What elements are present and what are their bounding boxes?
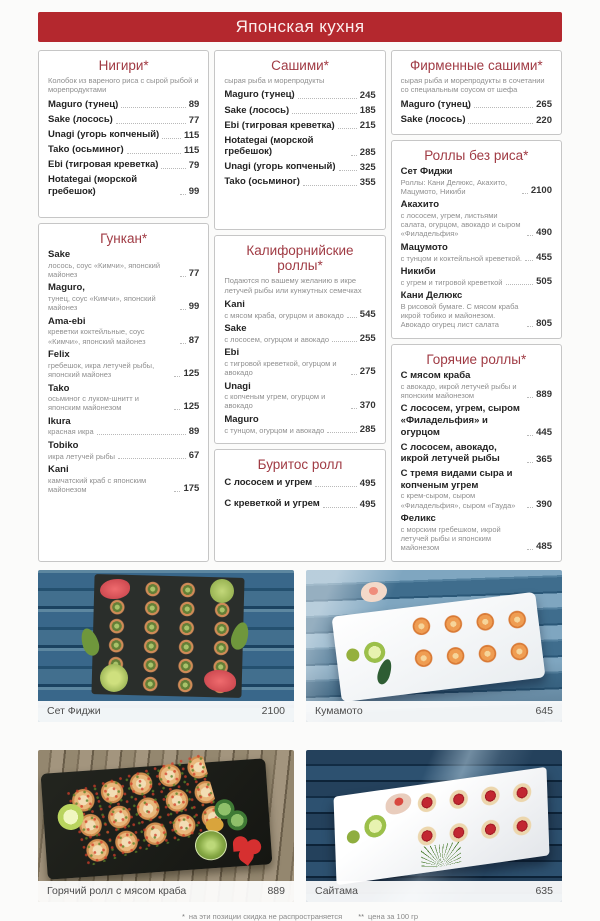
menu-item-name: Tako (осьминог)	[48, 144, 124, 156]
dotted-leader	[180, 276, 186, 277]
menu-item-text	[48, 440, 115, 461]
menu-item	[48, 464, 199, 494]
photo-dish-price: 645	[535, 705, 553, 718]
menu-item-price: 99	[188, 186, 200, 198]
dotted-leader	[180, 194, 186, 195]
menu-column-1	[38, 50, 209, 562]
menu-item-name: Tobiko	[48, 440, 79, 452]
menu-item-name: Сет Фиджи	[400, 166, 453, 178]
section-hot-rolls	[391, 344, 562, 562]
menu-item-price: 215	[359, 120, 376, 132]
photo-dish-name: Горячий ролл с мясом краба	[47, 885, 187, 898]
menu-item	[401, 266, 552, 287]
menu-item-price: 185	[359, 105, 376, 117]
menu-item-price: 495	[359, 498, 376, 510]
photo-dish-price: 2100	[261, 705, 285, 718]
menu-item	[401, 114, 552, 126]
menu-item-text	[401, 403, 524, 438]
dotted-leader	[468, 123, 533, 124]
menu-item-text	[48, 383, 171, 413]
menu-item	[401, 370, 552, 400]
menu-item	[401, 442, 552, 465]
menu-columns	[38, 50, 562, 562]
menu-item-price: 445	[536, 427, 552, 439]
menu-item-price: 79	[188, 159, 200, 171]
menu-item-text	[224, 120, 334, 132]
menu-item-name: Ama-ebi	[48, 315, 86, 327]
menu-item-text	[48, 99, 118, 111]
menu-item-name: Sake	[48, 249, 71, 261]
menu-item-name: Maguro (тунец)	[400, 98, 471, 110]
dotted-leader	[121, 107, 185, 108]
menu-item-text	[224, 299, 343, 320]
menu-item	[401, 403, 552, 438]
menu-item	[224, 176, 375, 188]
menu-item-text	[224, 176, 300, 188]
dotted-leader	[527, 326, 533, 327]
menu-item-name: Sake (лосось)	[400, 113, 466, 125]
menu-item	[224, 323, 375, 344]
menu-item-price: 115	[184, 144, 200, 156]
lime-garnish	[363, 640, 386, 663]
dotted-leader	[174, 376, 180, 377]
photo-set-fiji	[38, 570, 294, 722]
menu-item-price: 87	[188, 334, 200, 346]
ginger-garnish	[385, 792, 411, 816]
menu-item	[48, 440, 199, 461]
section-no-rice-rolls	[391, 140, 562, 339]
section-california-rolls	[214, 235, 385, 444]
menu-item-price: 99	[188, 301, 200, 313]
menu-item-desc: красная икра	[48, 427, 94, 437]
section-subtitle: сырая рыба и морепродукты в сочетании со специальным соусом от шефа	[400, 76, 545, 95]
menu-item-text	[224, 381, 347, 411]
dotted-leader	[527, 507, 533, 508]
menu-item-text	[401, 114, 466, 126]
menu-item-text	[224, 161, 335, 173]
footnote-mark: *	[181, 911, 185, 921]
menu-item-name: Феликс	[400, 513, 436, 525]
section-title: Роллы без риса*	[424, 148, 529, 164]
dotted-leader	[303, 185, 357, 186]
footnote-discount	[182, 912, 342, 921]
menu-item	[48, 316, 199, 346]
photo-caption	[306, 881, 562, 902]
menu-item-price: 805	[536, 318, 552, 330]
menu-item-price: 390	[536, 498, 552, 510]
dotted-leader	[323, 507, 357, 508]
photo-dish-price: 635	[535, 885, 553, 898]
ginger-garnish	[100, 579, 130, 599]
menu-item-text	[401, 468, 524, 509]
menu-item-text	[401, 370, 524, 400]
menu-item-name: Maguro	[224, 414, 259, 426]
section-sashimi	[214, 50, 385, 230]
menu-item-price: 485	[536, 541, 552, 553]
menu-item-desc: с лососем, огурцом и авокадо	[224, 334, 330, 344]
menu-item-name: Ebi	[224, 347, 240, 359]
photo-dish-price: 889	[267, 885, 285, 898]
cucumber-garnish	[227, 809, 248, 830]
menu-item	[224, 498, 375, 510]
menu-item-price: 325	[359, 161, 376, 173]
menu-item-desc: икра летучей рыбы	[48, 451, 116, 461]
dotted-leader	[292, 113, 357, 114]
white-plate	[332, 592, 546, 702]
menu-item-text	[48, 159, 158, 171]
section-title: Гункан*	[100, 231, 148, 246]
menu-item-text	[48, 144, 124, 156]
photo-kumamoto	[306, 570, 562, 722]
sushi-rolls	[405, 605, 537, 678]
menu-item-text	[48, 114, 113, 126]
page-title: Японская кухня	[235, 17, 365, 36]
menu-item-name: С лососем и угрем	[224, 477, 313, 489]
section-gunkan	[38, 223, 209, 562]
menu-item	[401, 242, 552, 263]
menu-item-price: 355	[359, 177, 376, 189]
menu-item	[401, 513, 552, 552]
menu-item-desc: с тунцом, огурцом и авокадо	[224, 425, 325, 435]
menu-column-3	[391, 50, 562, 562]
menu-item-name: Unagi	[224, 380, 251, 392]
dotted-leader	[180, 343, 186, 344]
menu-item-name: Maguro (тунец)	[224, 89, 295, 101]
ginger-garnish	[361, 582, 387, 602]
menu-item-name: С креветкой и угрем	[224, 498, 320, 510]
menu-item-price: 365	[536, 453, 552, 465]
menu-item-desc: с мясом краба, огурцом и авокадо	[224, 310, 344, 320]
menu-item-text	[224, 135, 347, 158]
menu-item-name: Ebi (тигровая креветка)	[224, 119, 335, 131]
wasabi-garnish	[346, 647, 360, 661]
dotted-leader	[315, 486, 357, 487]
menu-item-price: 275	[359, 366, 376, 378]
dotted-leader	[527, 549, 533, 550]
menu-item-name: Hotategai (морской гребешок)	[48, 174, 138, 197]
menu-item-desc: с авокадо, икрой летучей рыбы и японским майонезом	[400, 381, 517, 400]
menu-item-price: 2100	[530, 184, 552, 196]
menu-item-text	[48, 416, 94, 437]
cabbage-rose-garnish	[194, 829, 228, 861]
menu-item-price: 455	[536, 251, 552, 263]
photo-caption	[38, 701, 294, 722]
photo-dish-name: Сайтама	[315, 885, 358, 898]
dotted-leader	[525, 260, 533, 261]
dotted-leader	[347, 317, 357, 318]
menu-item-desc: с копченым угрем, огурцом и авокадо	[224, 392, 326, 411]
menu-item	[48, 129, 199, 141]
menu-item	[401, 468, 552, 509]
menu-item-name: Hotategai (морской гребешок)	[224, 134, 314, 158]
footnote-text: цена за 100 гр	[368, 911, 419, 921]
dotted-leader	[127, 153, 181, 154]
menu-item-text	[224, 498, 320, 510]
menu-item	[48, 416, 199, 437]
menu-item-desc: камчатский краб с японским майонезом	[48, 475, 147, 495]
menu-item-price: 265	[536, 99, 552, 111]
menu-item	[48, 282, 199, 312]
photo-dish-name: Сет Фиджи	[47, 705, 101, 718]
menu-item-price: 175	[183, 483, 200, 495]
menu-items	[224, 89, 375, 188]
menu-item-text	[401, 99, 471, 111]
menu-item	[224, 299, 375, 320]
wasabi-garnish	[347, 829, 360, 844]
dotted-leader	[338, 128, 357, 129]
menu-item-price: 89	[188, 99, 200, 111]
slate-platter	[41, 758, 273, 879]
menu-item-desc: Роллы: Кани Делюкс, Акахито, Мацумото, Никиби	[400, 177, 508, 196]
footnote-per-100g	[358, 912, 418, 921]
menu-items	[401, 99, 552, 126]
menu-item-text	[48, 316, 177, 346]
section-signature-sashimi	[391, 50, 562, 135]
lime-garnish	[100, 664, 128, 692]
menu-item-price: 125	[183, 401, 200, 413]
menu-item	[224, 477, 375, 489]
menu-items	[224, 299, 375, 435]
menu-item-name: Ebi (тигровая креветка)	[48, 159, 159, 171]
menu-item	[48, 144, 199, 156]
menu-item-text	[48, 129, 159, 141]
menu-item-price: 125	[183, 368, 200, 380]
menu-item-name: Sake (лосось)	[48, 113, 113, 125]
dotted-leader	[162, 138, 181, 139]
menu-item	[48, 114, 199, 126]
photo-caption	[38, 881, 294, 902]
menu-item-name: Ikura	[48, 415, 71, 427]
pepper-flower-garnish	[232, 834, 264, 864]
dotted-leader	[527, 235, 533, 236]
dotted-leader	[522, 193, 528, 194]
menu-item-name: С лососем, авокадо, икрой летучей рыбы	[400, 441, 500, 465]
menu-item-text	[401, 290, 524, 329]
menu-item-text	[224, 347, 347, 377]
menu-item-price: 285	[359, 146, 376, 158]
lime-garnish	[210, 579, 234, 603]
lime-garnish	[364, 813, 387, 838]
menu-item-price: 89	[188, 425, 200, 437]
menu-item-text	[401, 242, 522, 263]
menu-item	[224, 120, 375, 132]
footnote-text: на эти позиции скидка не распространяется	[188, 911, 343, 921]
section-title: Сашими*	[271, 58, 329, 73]
dotted-leader	[506, 284, 534, 285]
footnote-mark: **	[358, 911, 365, 921]
menu-item-price: 67	[188, 449, 200, 461]
menu-item	[48, 249, 199, 279]
menu-item-name: Tako (осьминог)	[224, 176, 300, 188]
menu-item-text	[48, 464, 171, 494]
menu-item-desc: с крем-сыром, сыром «Филадельфия», сыром «Гауда»	[400, 491, 516, 510]
chive-fan-garnish	[421, 841, 461, 869]
menu-item-desc: с морским гребешком, икрой летучей рыбы и японским майонезом	[400, 524, 501, 553]
menu-item-name: Мацумото	[400, 241, 448, 253]
menu-items	[401, 370, 552, 552]
menu-item-name: С мясом краба	[400, 370, 471, 382]
dotted-leader	[339, 170, 357, 171]
menu-item-text	[48, 282, 177, 312]
menu-item-name: Unagi (угорь копченый)	[224, 161, 336, 173]
section-buritos-roll	[214, 449, 385, 561]
menu-item	[224, 161, 375, 173]
section-title: Буритос ролл	[257, 457, 343, 473]
menu-item	[48, 349, 199, 379]
menu-item-desc: тунец, соус «Кимчи», японский майонез	[48, 294, 156, 313]
menu-item-price: 285	[359, 423, 376, 435]
menu-item-price: 545	[359, 308, 376, 320]
menu-item-price: 495	[359, 478, 376, 490]
menu-item-name: Unagi (угорь копченый)	[48, 129, 160, 141]
page-title-banner	[38, 12, 562, 42]
menu-item-text	[401, 166, 519, 196]
dotted-leader	[527, 462, 533, 463]
section-nigiri	[38, 50, 209, 218]
menu-item-text	[401, 266, 503, 287]
menu-item-name: Sake	[224, 323, 247, 335]
section-title: Нигири*	[98, 58, 149, 73]
dotted-leader	[527, 435, 533, 436]
menu-items	[401, 166, 552, 329]
dotted-leader	[351, 374, 357, 375]
menu-item-price: 115	[184, 129, 200, 141]
photo-grid	[38, 570, 562, 902]
menu-item-name: Никиби	[400, 266, 436, 278]
menu-item-name: С лососем, угрем, сыром «Филадельфия» и огурцом	[400, 403, 520, 438]
menu-item	[224, 105, 375, 117]
menu-item	[48, 99, 199, 111]
menu-item	[224, 381, 375, 411]
menu-item-desc: креветки коктейльные, соус «Кимчи», японский майонез	[48, 327, 146, 346]
menu-item-text	[48, 174, 177, 197]
photo-caption	[306, 701, 562, 722]
menu-item-text	[224, 323, 329, 344]
dotted-leader	[351, 155, 357, 156]
menu-items	[224, 477, 375, 509]
section-subtitle: Колобок из вареного риса с сырой рыбой и морепродуктами	[48, 76, 199, 95]
menu-item-text	[48, 349, 171, 379]
menu-item	[48, 159, 199, 171]
menu-item-text	[224, 89, 294, 101]
dotted-leader	[118, 458, 186, 459]
menu-items	[48, 249, 199, 494]
ginger-garnish	[204, 670, 236, 692]
photo-dish-name: Кумамото	[315, 705, 363, 718]
menu-item-text	[224, 105, 289, 117]
menu-item-price: 255	[359, 332, 376, 344]
menu-item-desc: осьминог с луком-шнитт и японским майонезом	[48, 394, 139, 413]
menu-item-name: Tako	[48, 382, 70, 394]
menu-item-desc: с тунцом и коктейльной креветкой.	[400, 253, 522, 263]
menu-column-2	[214, 50, 385, 562]
menu-item	[401, 290, 552, 329]
menu-item-desc: В рисовой бумаге. С мясом краба икрой тобико и майонезом. Авокадо огурец лист салата	[400, 302, 519, 330]
dotted-leader	[174, 409, 180, 410]
menu-item-name: Felix	[48, 349, 70, 361]
photo-hot-crab-roll	[38, 750, 294, 902]
dotted-leader	[474, 107, 533, 108]
menu-item-name: Кани Делюкс	[400, 290, 463, 302]
menu-item-price: 490	[536, 227, 552, 239]
section-title: Фирменные сашими*	[409, 58, 543, 73]
menu-item-name: Maguro,	[48, 282, 85, 294]
dotted-leader	[351, 408, 357, 409]
dotted-leader	[161, 168, 185, 169]
menu-item-name: С тремя видами сыра и копченым угрем	[400, 468, 513, 491]
menu-item-price: 220	[536, 114, 552, 126]
dotted-leader	[174, 491, 180, 492]
menu-item-desc: с тигровой креветкой, огурцом и авокадо	[224, 358, 337, 378]
white-plate	[334, 767, 550, 885]
menu-items	[48, 99, 199, 198]
menu-item	[401, 199, 552, 238]
dotted-leader	[116, 123, 186, 124]
dotted-leader	[180, 309, 186, 310]
menu-item-name: Kani	[224, 298, 245, 310]
menu-item-text	[401, 513, 524, 552]
menu-item-price: 370	[359, 399, 376, 411]
menu-item-name: Kani	[48, 464, 69, 476]
menu-item-text	[48, 249, 177, 279]
menu-item	[48, 383, 199, 413]
menu-item-price: 245	[359, 90, 376, 102]
dotted-leader	[527, 397, 533, 398]
menu-item-price: 77	[188, 114, 200, 126]
menu-item-text	[224, 414, 324, 435]
menu-item	[48, 174, 199, 197]
menu-item-desc: лосось, соус «Кимчи», японский майонез	[48, 260, 161, 279]
menu-item-name: Акахито	[400, 199, 440, 211]
dotted-leader	[327, 432, 356, 433]
menu-item-price: 505	[536, 275, 552, 287]
section-subtitle: сырая рыба и морепродукты	[224, 76, 325, 86]
menu-item	[224, 135, 375, 158]
menu-item-name: Maguro (тунец)	[48, 98, 119, 110]
menu-item	[224, 89, 375, 101]
menu-item	[401, 166, 552, 196]
photo-saitama	[306, 750, 562, 902]
menu-item	[224, 414, 375, 435]
menu-item-price: 889	[536, 388, 552, 400]
menu-item-name: Sake (лосось)	[224, 104, 290, 116]
menu-item-desc: с угрем и тигровой креветкой	[400, 277, 503, 287]
menu-item-desc: гребешок, икра летучей рыбы, японский майонез	[48, 360, 155, 379]
menu-item	[224, 347, 375, 377]
dotted-leader	[332, 341, 357, 342]
menu-item-desc: с лососем, угрем, листьями салата, огурцом, авокадо и сыром «Филадельфия»	[400, 211, 521, 239]
dotted-leader	[298, 98, 357, 99]
menu-item-text	[401, 199, 524, 238]
footnotes	[38, 912, 562, 921]
section-subtitle: Подаются по вашему желанию в икре летучей рыбы или кунжутных семечках	[224, 276, 362, 295]
dotted-leader	[97, 434, 186, 435]
section-title: Горячие роллы*	[426, 351, 527, 367]
section-title: Калифорнийские роллы*	[246, 243, 354, 274]
menu-item-price: 77	[188, 267, 200, 279]
menu-item-text	[401, 442, 524, 465]
menu-item	[401, 99, 552, 111]
menu-item-text	[224, 477, 312, 489]
